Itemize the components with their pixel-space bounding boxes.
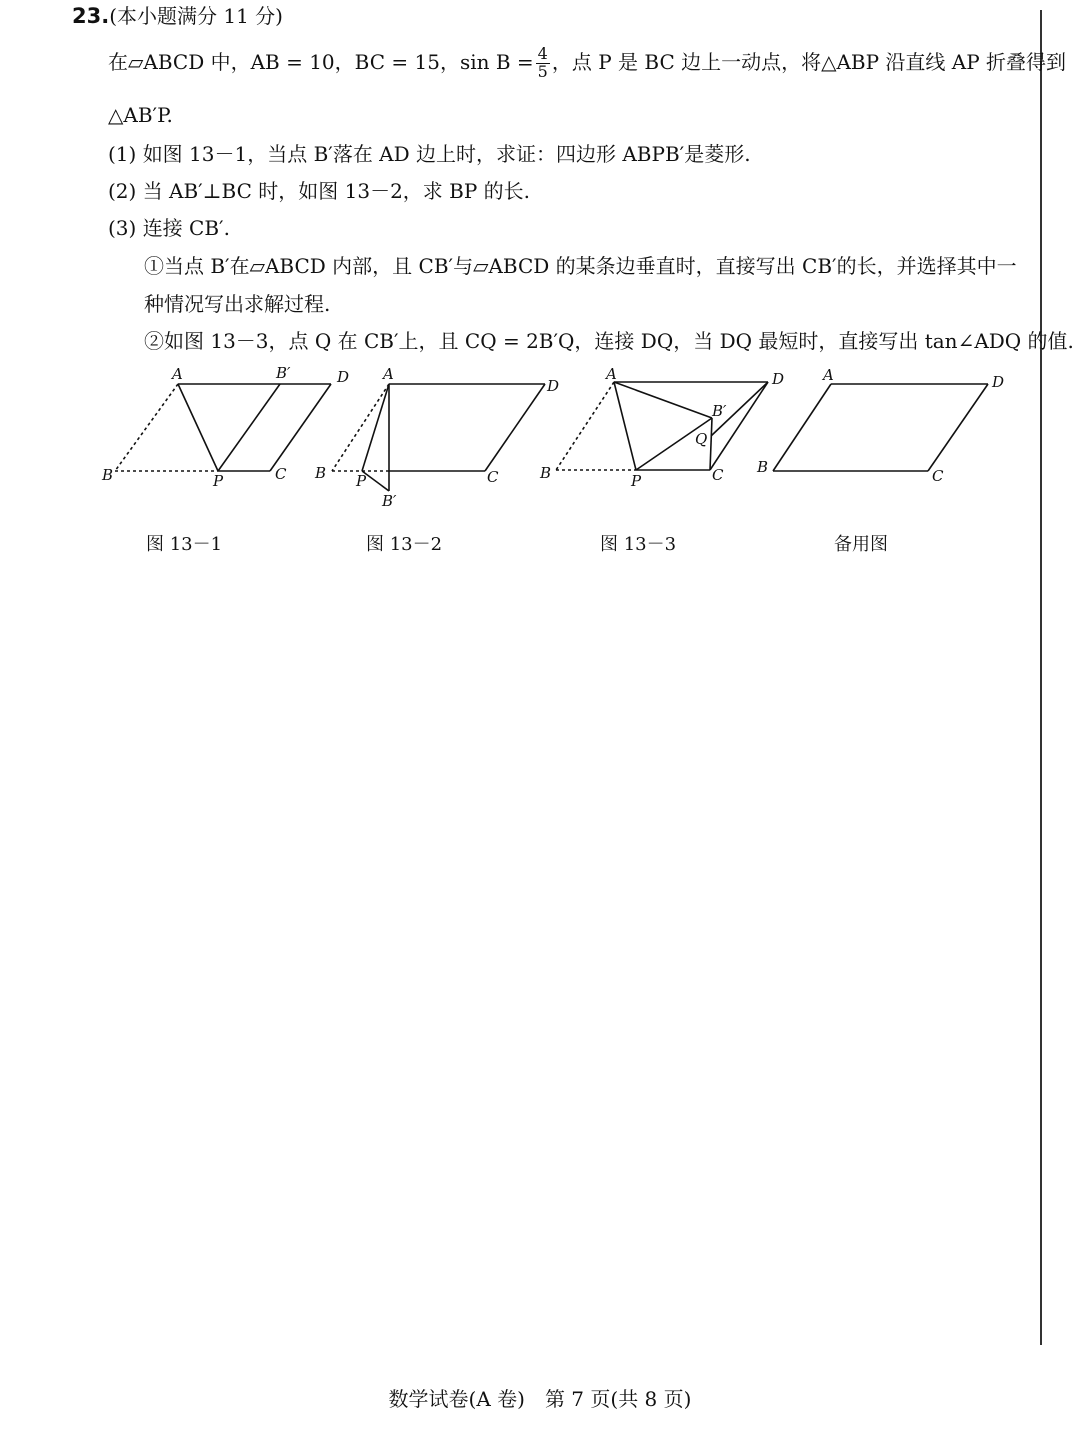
figure-13-1 [115,384,331,471]
intro-part-a: 在▱ABCD 中，AB = 10，BC = 15，sin B = [108,49,534,74]
figures-row [90,360,1030,560]
score-note: (本小题满分 11 分) [109,4,283,28]
fig1-label-P: P [213,472,224,490]
fig2-segment-AP [362,384,389,471]
fig2-label-B: B [315,464,327,482]
fig1-dashed-AB [115,384,178,471]
part-1: (1) 如图 13－1，当点 B′落在 AD 边上时，求证：四边形 ABPB′是菱形. [108,142,751,166]
fig3-segment-CB1 [710,418,712,470]
fig4-label-A: A [823,366,834,384]
fig3-label-P: P [631,472,642,490]
question-header [72,4,283,29]
question-number: 23. [72,4,110,28]
fig1-label-B1: B′ [276,364,291,382]
fig2-caption: 图 13－2 [366,534,443,555]
fig3-segment-AB1 [614,382,712,418]
fig1-caption: 图 13－1 [146,534,223,555]
fig4-label-D: D [992,373,1005,391]
fig2-dashed-AB [332,384,389,471]
part-3-sub1-line2: 种情况写出求解过程. [144,292,331,316]
figures-svg [90,360,1030,560]
fig3-label-Q: Q [695,430,708,448]
sin-fraction [536,46,550,81]
sin-denominator: 5 [537,61,548,81]
fig1-label-C: C [275,465,287,483]
fig4-side-DC [928,384,988,471]
question-intro [108,46,1066,81]
fig3-dashed-AB [556,382,614,470]
fig3-label-B1: B′ [712,402,727,420]
fig1-label-D: D [337,368,350,386]
fig2-side-DC [485,384,545,471]
figure-backup [773,384,988,471]
intro-part-c: △AB′P. [108,103,173,127]
fig1-label-B: B [102,466,114,484]
fig1-segment-PB1 [218,384,280,471]
figure-13-3 [556,382,768,470]
sin-numerator: 4 [537,44,548,63]
fig1-label-A: A [172,365,183,383]
fig4-label-C: C [932,467,944,485]
part-3-sub1-line1: ①当点 B′在▱ABCD 内部，且 CB′与▱ABCD 的某条边垂直时，直接写出 CB′的长，并选择其中一 [144,254,1017,278]
fig2-label-C: C [487,468,499,486]
fig4-label-B: B [757,458,769,476]
fig1-segment-AP [178,384,218,471]
fig3-label-B: B [540,464,552,482]
fig2-label-P: P [356,472,367,490]
fig3-label-D: D [772,370,785,388]
fig1-side-DC [270,384,331,471]
fig2-label-D: D [547,377,560,395]
fig3-segment-AP [614,382,636,470]
part-3: (3) 连接 CB′. [108,216,230,240]
part-3-sub2: ②如图 13－3，点 Q 在 CB′上，且 CQ = 2B′Q，连接 DQ，当 DQ 最短时，直接写出 tan∠ADQ 的值. [144,329,1074,353]
fig3-label-A: A [606,365,617,383]
fig4-caption: 备用图 [834,534,888,555]
fig2-label-A: A [383,365,394,383]
fig2-label-B1: B′ [382,492,397,510]
fig3-caption: 图 13－3 [600,534,677,555]
margin-rule [1040,10,1042,1345]
intro-part-b: ，点 P 是 BC 边上一动点，将△ABP 沿直线 AP 折叠得到 [551,49,1067,74]
part-2: (2) 当 AB′⊥BC 时，如图 13－2，求 BP 的长. [108,179,531,203]
fig3-side-DC [710,382,768,470]
fig4-side-AB [773,384,831,471]
page-footer: 数学试卷(A 卷) 第 7 页(共 8 页) [388,1387,692,1411]
fig3-label-C: C [712,466,724,484]
